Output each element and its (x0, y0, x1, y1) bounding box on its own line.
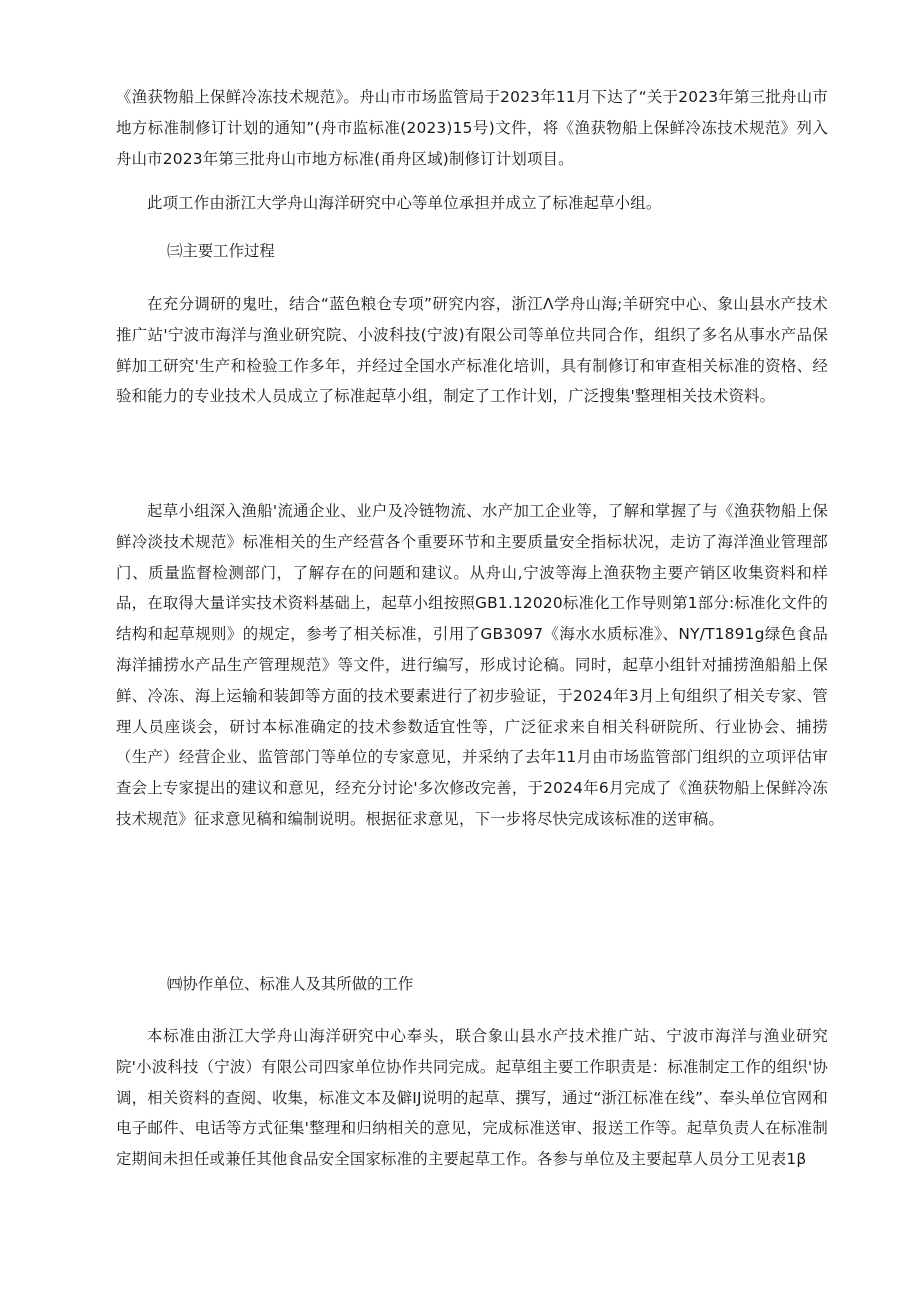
section-heading-work-process: ㈢主要工作过程 (167, 242, 275, 260)
paragraph-research-cooperation: 在充分调研的鬼吐，结合“蓝色粮仓专项”研究内容，浙江Λ学舟山海;羊研究中心、象山县水产技术推广站'宁波市海洋与渔业研究院、小波科技(宁波)有限公司等单位共同合作，组织了多名从事水产品保鲜加工研究'生产和检验工作多年，并经过全国水产标准化培训，具有制修订和审查相关标准的资格、经验和能力的专业技术人员成立了标准起草小组，制定了工作计划，广泛搜集'整理相关技术资料。 (116, 295, 828, 406)
paragraph-plan-notice: 《渔获物船上保鲜冷冻技术规范》。舟山市市场监管局于2023年11月下达了“关于2023年第三批舟山市地方标准制修订计划的通知”(舟市监标准(2023)15号)文件，将《渔获物船上保鲜冷冻技术规范》列入舟山市2023年第三批舟山市地方标准(甬舟区域)制修订计划项目。 (116, 88, 828, 168)
paragraph-drafting-group: 此项工作由浙江大学舟山海洋研究中心等单位承担并成立了标准起草小组。 (147, 194, 662, 212)
section-heading-cooperating-units: ㈣协作单位、标准人及其所做的工作 (167, 975, 414, 993)
paragraph-drafting-process: 起草小组深入渔船'流通企业、业户及冷链物流、水产加工企业等，了解和掌握了与《渔获物船上保鲜冷淡技术规范》标准相关的生产经营各个重要环节和主要质量安全指标状况，走访了海洋渔业管理部门、质量监督检测部门，了解存在的问题和建议。从舟山,宁波等海上渔获物主要产销区收集资料和样品，在取得大量详实技术资料基础上，起草小组按照GB1.12020标准化工作导则第1部分:标准化文件的结构和起草规则》的规定，参考了相关标准，引用了GB3097《海水水质标准》、NY/T1891g绿色食品海洋捕捞水产品生产管理规范》等文件，进行编写，形成讨论稿。同时，起草小组针对捕捞渔船船上保鲜、冷冻、海上运输和装卸等方面的技术要素进行了初步验证，于2024年3月上旬组织了相关专家、管理人员座谈会，研讨本标准确定的技术参数适宜性等，广泛征求来自相关科研院所、行业协会、捕捞（生产）经营企业、监管部门等单位的专家意见，并采纳了去年11月由市场监管部门组织的立项评估审查会上专家提出的建议和意见，经充分讨论'多次修改完善，于2024年6月完成了《渔获物船上保鲜冷冻技术规范》征求意见稿和编制说明。根据征求意见，下一步将尽快完成该标准的送审稿。 (116, 502, 828, 828)
paragraph-units-responsibilities: 本标准由浙江大学舟山海洋研究中心奉头，联合象山县水产技术推广站、宁波市海洋与渔业研究院'小波科技（宁波）有限公司四家单位协作共同完成。起草组主要工作职责是：标准制定工作的组织'协调，相关资料的查阅、收集，标准文本及僻IJ说明的起草、撰写，通过“浙江标准在线”、奉头单位官网和电子邮件、电话等方式征集'整理和归纳相关的意见，完成标准送审、报送工作等。起草负责人在标准制定期间未担任或兼任其他食品安全国家标准的主要起草工作。各参与单位及主要起草人员分工见表1β (116, 1027, 828, 1169)
